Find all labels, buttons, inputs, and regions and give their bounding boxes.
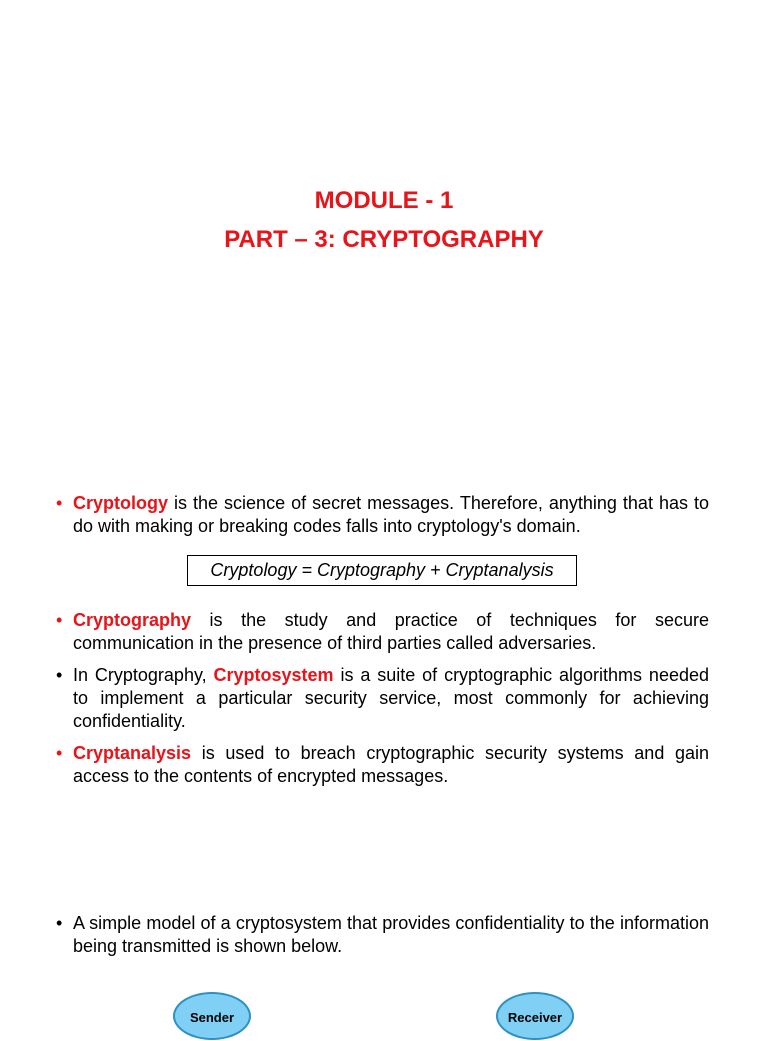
bullet-text xyxy=(73,492,709,538)
bullet-cryptosystem xyxy=(56,664,709,733)
bullet-body: is the study and practice of techniques for secure communication in the presence of third parties called adversaries. xyxy=(73,610,709,653)
bullet-dot-icon: • xyxy=(56,493,63,513)
bullet-dot-icon: • xyxy=(56,743,63,763)
formula-box: Cryptology = Cryptography + Cryptanalysis xyxy=(187,555,577,586)
bullet-body: is a suite of cryptographic algorithms needed to implement a particular security service, most commonly for achieving confidentiality. xyxy=(73,665,709,731)
sender-node xyxy=(173,992,251,1040)
term-cryptography: Cryptography xyxy=(73,610,192,630)
bullet-body: is the science of secret messages. Therefore, anything that has to do with making or breaking codes falls into cryptology's domain. xyxy=(73,493,709,536)
bullet-text xyxy=(73,609,709,655)
sender-label: Sender xyxy=(189,1010,235,1025)
term-cryptology: Cryptology xyxy=(73,493,169,513)
bullet-text xyxy=(73,742,709,788)
term-cryptanalysis: Cryptanalysis xyxy=(73,743,192,763)
module-title: MODULE - 1 xyxy=(314,187,454,214)
bullet-dot-icon: • xyxy=(56,913,63,933)
bullet-model xyxy=(56,912,709,958)
bullet-text: A simple model of a cryptosystem that provides confidentiality to the information being transmitted is shown below. xyxy=(73,913,709,956)
bullet-cryptanalysis xyxy=(56,742,709,788)
term-cryptosystem: Cryptosystem xyxy=(213,665,334,685)
bullet-cryptography xyxy=(56,609,709,655)
part-title: PART – 3: CRYPTOGRAPHY xyxy=(224,226,544,253)
bullet-dot-icon: • xyxy=(56,665,63,685)
bullet-prefix: In Cryptography, xyxy=(73,665,214,685)
bullet-cryptology xyxy=(56,492,709,538)
receiver-label: Receiver xyxy=(507,1010,563,1025)
bullet-dot-icon: • xyxy=(56,610,63,630)
bullet-text xyxy=(73,664,709,733)
bullet-body: is used to breach cryptographic security systems and gain access to the contents of encrypted messages. xyxy=(73,743,709,786)
receiver-node xyxy=(496,992,574,1040)
